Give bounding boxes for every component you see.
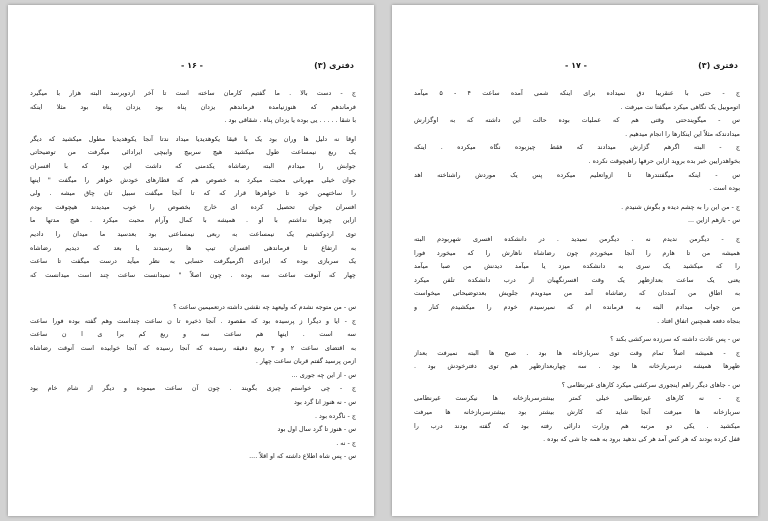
text-line: سربازخانه ها میرفت آنجا شاید که کارش بیشتر بود بیشترسربازخانه ها میرفت	[414, 408, 740, 417]
text-line: ج - البته اگرهم گزارش میدادند که فقط چیزبوده نگاه میکرده . اینکه	[414, 143, 740, 152]
text-line: س - من متوجه نشدم که ولیعهد چه نقشی داشته درتعمیمین ساعت ؟	[173, 302, 356, 311]
page-title: دفتری (۳)	[698, 61, 738, 70]
text-line: من جواب میدادم البته به فرمانده ام که نمیرسیدم خودم را میکشیدم کنار و	[414, 302, 740, 311]
text-line: ج - نه .	[336, 438, 356, 447]
text-line: یک ربع نیمساعت طول میکشید هیچ سربیچ وابیچی ایرادائی میگرفت من توضیحاتی	[30, 148, 356, 157]
text-line: ج - دیگرمن ندیدم نه . دیگرمن نمیدید . در دانشکده افسری شهربودم البته	[414, 234, 740, 243]
text-line: یک سربازی بوده که ایرادی اگرمیگرفت حسابی به نظر میآید درست میگفت تا ساعت	[30, 257, 356, 266]
text-line: س - اینکه میگفتندرها تا ازواتعلیم میکرده پس یک موردش راشناخته اهد	[414, 170, 740, 179]
text-line: ازمن پرسید گفتم قربان ساعت چهار .	[255, 357, 356, 366]
text-line: را که میکشید یک سری به دانشکده میزد یا میآمد دیدنش من صبا میآمد	[414, 262, 740, 271]
text-line: ج - دست بالا . ما گفتیم کارمان ساخته است تا آخر اردوبرسد البته هزار با میگیرد	[30, 89, 356, 97]
text-line: چهار که آنوقت ساعت سه بوده . چون اصلاً " نمیدانست ساعت چند است میدانست که	[30, 270, 356, 279]
text-line: توی اردوکشیتم یک نیمساعت به ربعی نیمساعتی بود بعدسید ما میدان را دادیم	[30, 229, 356, 238]
text-line: ج - حتی با عنقریبا دق نمیداده برای اینکه شمی آمده ساعت ۴ - ۵ میآمد	[414, 89, 740, 97]
page-number: - ۱۷ -	[565, 61, 587, 70]
text-line: را ساختهمن خود تا خواهرها قرار که که تا آنجا میگفت سبیل تان چاق میشه . ولی	[30, 189, 356, 198]
text-line: اتوموبیل یک نگاهی میکرد میگفتا نت میرفت .	[620, 102, 740, 111]
text-line: جوابش را میدادم البته رضاشاه یکدمنی که داشت این بود که با افسران	[30, 161, 356, 170]
text-line: ج - ناگرده بود .	[314, 411, 356, 420]
text-line: ج - ایا و دیگرا ز پرسیده بود که مقصود . آنجا ذخیره تا ن ساعت چنداست وهم گفته بوده فورا ساعت	[30, 316, 356, 325]
text-line: س - نه هنوز انا گرد بود	[293, 398, 356, 407]
text-line: به اطاق من آمددان که رضاشاه آمد من میدویدم جلویش بعدتوضیحاتی میخواست	[414, 289, 740, 298]
text-line: بخواهدرایین خبر بده بروید ازاین حرفها راهیچوقت نکرده .	[588, 156, 740, 165]
text-line: ازاین چیزها نداشتم با او . همیشه با کمال وآرام محبت میکرد . هیچ مدتها ما	[30, 216, 356, 225]
page-header	[30, 61, 354, 75]
page-body	[30, 87, 356, 464]
text-line: ظهرها همیشه درسربازخانه ها بود . سه چهاربعدازظهر هم توی دفترخودش بود .	[414, 362, 740, 371]
text-line: س - از این چه جوری ...	[291, 370, 356, 379]
text-line: ج - من این را به چشم دیده و بگوش شنیدم .	[621, 202, 740, 211]
text-line: س - هنوز تا گرد سال اول بود	[277, 425, 356, 434]
text-line: س - بازهم ازاین ...	[687, 216, 740, 225]
document-page-left	[8, 5, 374, 516]
text-line: س - جاهای دیگر راهم اینجوری سرکشی میکرد کارهای غیرنظامی ؟	[561, 380, 740, 389]
text-line: قفل کرده بودند که هر کس آمد هر کی ندهید برود به همه جا شی که بوده .	[543, 435, 740, 444]
text-line: همیشه من تا هارم را آنجا میخوردم چون رضاشاه ناهارش را که میخورد فورا	[414, 248, 740, 257]
text-line: افسران جوان تحصیل کرده ای خارج بخصوص را خوب میدیدند هیچوقت بودم	[30, 202, 356, 211]
document-page-right	[392, 5, 758, 516]
page-title: دفتری (۳)	[314, 61, 354, 70]
text-line: به اقتضای ساعت ۲ و ۳ ربیع دقیقه رسیده که آنجا رسیده که آنجا خوابیده است آنوقت رضاشاه	[30, 343, 356, 352]
page-body	[414, 87, 740, 447]
page-header	[414, 61, 738, 75]
page-number: - ۱۶ -	[181, 61, 203, 70]
text-line: سه است . اینها هم ساعت سه و ربع کم برا ی ا ن ساعت	[30, 330, 356, 339]
text-line: جوان خیلی مهربانی محبت میکرد به خصوص هم که قطارهای خودش خواهر را میگفت " اینها	[30, 175, 356, 184]
text-line: فرماندهم که هنوزنیامده فرماندهم یزدان پناه بود یزدان پناه بود مثلا اینکه	[30, 102, 356, 111]
text-line: س - پس عادت داشته که سرزده سرکشی بکند ؟	[610, 335, 740, 344]
text-line: یعنی یک ساعت بعدازظهر یک وقت افسرنگهبان از درب دانشکده تلفن میکرد	[414, 275, 740, 284]
text-line: ج - چی خواستم چیزی بگویند . چون آن ساعت میموده و دیگر از شام خام بود	[30, 384, 356, 393]
text-line: بنجاه دفعه همچنین اتفاق افتاد .	[657, 316, 740, 325]
text-line: میکشید . یکی دو مرتبه هم وزارت دارائی رفته بود که گفته بودند درب را	[414, 421, 740, 430]
text-line: س - میگویندحتی وقتی هم که عملیات بوده حالت این داشته که به اوگزارش	[414, 116, 740, 125]
text-line	[30, 282, 356, 296]
text-line: ج - نه کارهای غیرنظامی خیلی کمتر بیشترسربازخانه ها نیکرست غیرنظامی	[414, 394, 740, 403]
text-line: با شقا . . . . . یی بوده یا یزدان پناه . شقاقی بود .	[224, 116, 356, 125]
text-line: میدادندکه مثلاً این اینکارها را انجام میدهیم .	[625, 129, 740, 138]
text-line: به ارتفاع تا فرماندهی افسران تیپ ها رسیدند یا بعد که دیدیم رضاشاه	[30, 243, 356, 252]
text-line: اوقا نه دلیل ها وران بود یک با قیقا یکوهدیدیا میداد ندتا آنجا یکوهدیدیا مطول میکشید که دیگر	[30, 134, 356, 143]
text-line: س - پس شاه اطلاع داشته که او اقلاً ....	[249, 452, 356, 461]
text-line: ج - همیشه اصلاً تمام وقت توی سربازخانه ها بود . صبح ها البته نمیرفت بعداز	[414, 348, 740, 357]
text-line: بوده است .	[709, 184, 740, 193]
